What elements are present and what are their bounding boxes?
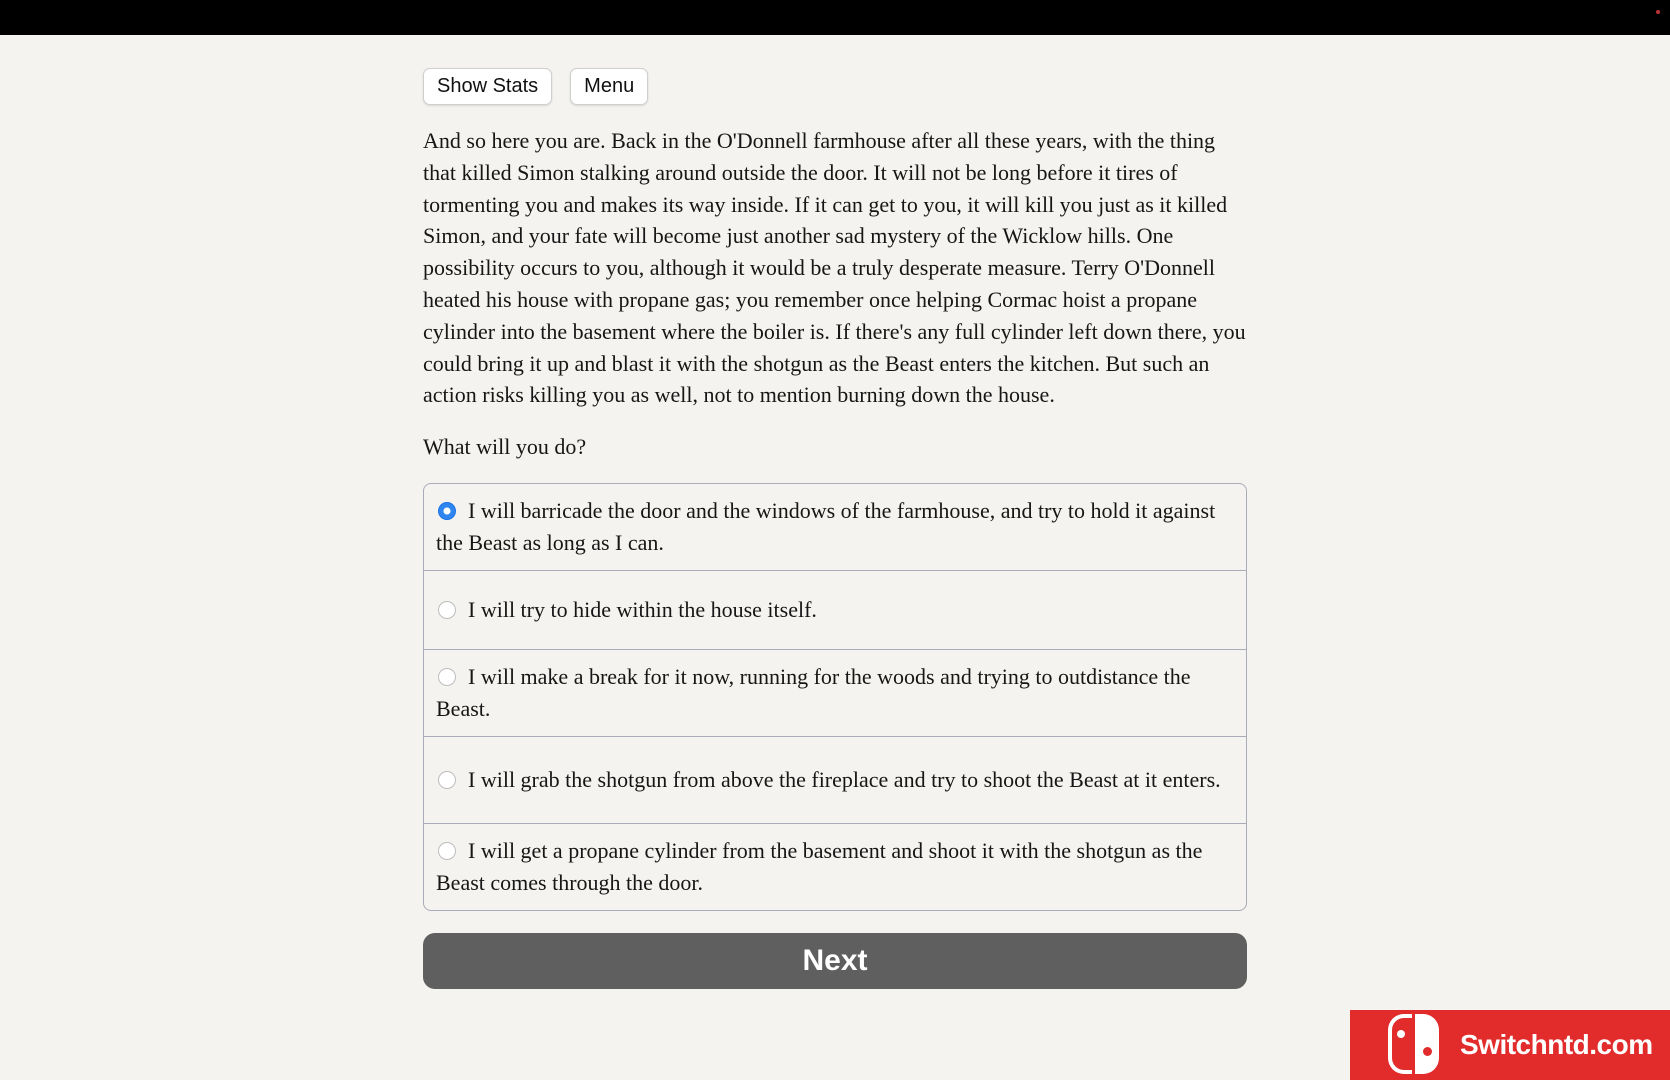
choice-option-2[interactable] [424,570,1246,649]
show-stats-button[interactable]: Show Stats [423,68,552,105]
story-text: And so here you are. Back in the O'Donnell farmhouse after all these years, with the thing that killed Simon stalking around outside the door. It will not be long before it tires of tormenting you and makes its way inside. If it can get to you, it will kill you just as it killed Simon, and your fate will become just another sad mystery of the Wicklow hills. One possibility occurs to you, although it would be a truly desperate measure. Terry O'Donnell heated his house with propane gas; you remember once helping Cormac hoist a propane cylinder into the basement where the boiler is. If there's any full cylinder left down there, you could bring it up and blast it with the shotgun as the Beast enters the kitchen. But such an action risks killing you as well, not to mention burning down the house. [423,128,1246,408]
choice-option-1[interactable] [424,484,1246,570]
switch-logo-icon [1388,1014,1448,1076]
radio-icon[interactable] [438,668,456,686]
watermark [1350,1010,1670,1080]
toolbar [423,68,1247,105]
radio-icon[interactable] [438,601,456,619]
game-content [423,68,1247,989]
choice-label: I will barricade the door and the windows of the farmhouse, and try to hold it against the Beast as long as I can. [436,498,1216,555]
menu-button[interactable]: Menu [570,68,648,105]
top-bar [0,0,1670,35]
choice-label: I will make a break for it now, running for the woods and trying to outdistance the Beast. [436,664,1191,721]
status-dot [1656,10,1660,14]
choice-list [423,483,1247,911]
choice-option-4[interactable] [424,736,1246,823]
radio-selected-icon[interactable] [438,502,456,520]
radio-icon[interactable] [438,842,456,860]
choice-label: I will get a propane cylinder from the basement and shoot it with the shotgun as the Beast comes through the door. [436,838,1203,895]
choice-label: I will grab the shotgun from above the fireplace and try to shoot the Beast at it enters. [468,767,1221,793]
next-button[interactable]: Next [423,933,1247,989]
choice-label: I will try to hide within the house itself. [468,597,817,623]
radio-icon[interactable] [438,771,456,789]
choice-option-3[interactable] [424,649,1246,736]
choice-option-5[interactable] [424,823,1246,910]
watermark-text: Switchntd.com [1460,1029,1653,1060]
choice-prompt: What will you do? [423,434,587,460]
